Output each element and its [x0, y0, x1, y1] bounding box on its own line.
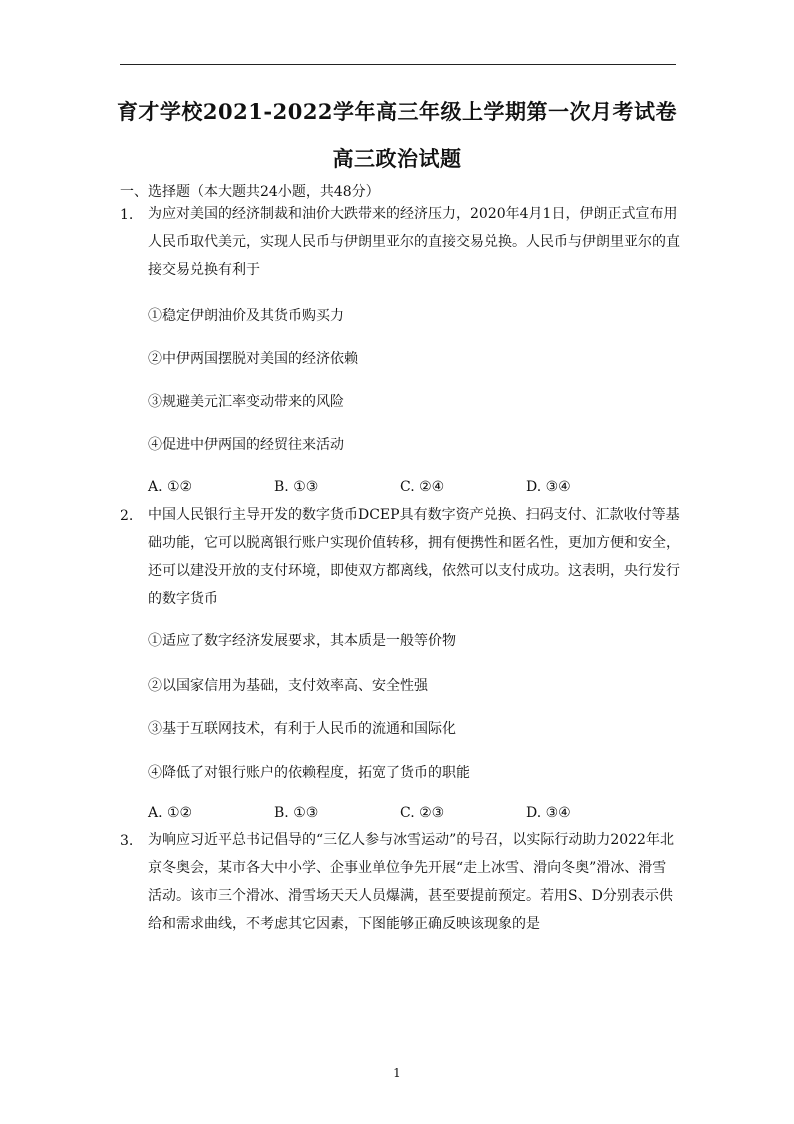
question-1 [120, 207, 680, 284]
section-heading: 一、选择题（本大题共24小题，共48分） [120, 184, 380, 200]
exam-subtitle: 高三政治试题 [332, 146, 462, 171]
question-stem: 为应对美国的经济制裁和油价大跌带来的经济压力，2020年4月1日，伊朗正式宣布用人民币取代美元，实现人民币与伊朗里亚尔的直接交易兑换。人民币与伊朗里亚尔的直接交易兑换有利于 [148, 206, 680, 278]
option-1: ①稳定伊朗油价及其货币购买力 [148, 308, 344, 324]
question-stem: 中国人民银行主导开发的数字货币DCEP具有数字资产兑换、扫码支付、汇款收付等基础功能，它可以脱离银行账户实现价值转移，拥有便携性和匿名性，更加方便和安全，还可以建没开放的支付环境，即使双方都离线，依然可以支付成功。这表明，央行发行的数字货币 [148, 507, 680, 607]
answer-choices [148, 479, 668, 499]
question-3 [120, 833, 680, 938]
option-2: ②以国家信用为基础，支付效率高、安全性强 [148, 678, 428, 694]
answer-choices [148, 805, 668, 825]
choice-b: B. ①③ [274, 805, 319, 821]
choice-b: B. ①③ [274, 479, 319, 495]
question-number: 1. [120, 207, 134, 223]
choice-d: D. ③④ [526, 805, 571, 821]
choice-d: D. ③④ [526, 479, 571, 495]
choice-c: C. ②③ [400, 805, 445, 821]
option-2: ②中伊两国摆脱对美国的经济依赖 [148, 351, 358, 367]
header-rule [120, 64, 676, 65]
choice-c: C. ②④ [400, 479, 445, 495]
choice-a: A. ①② [148, 805, 193, 821]
exam-title: 育才学校2021-2022学年高三年级上学期第一次月考试卷 [116, 99, 678, 124]
question-number: 2. [120, 508, 134, 524]
option-4: ④促进中伊两国的经贸往来活动 [148, 437, 344, 453]
question-2 [120, 508, 680, 613]
option-3: ③规避美元汇率变动带来的风险 [148, 394, 344, 410]
question-number: 3. [120, 833, 134, 849]
option-3: ③基于互联网技术，有利于人民币的流通和国际化 [148, 721, 456, 737]
page-number: 1 [393, 1066, 401, 1080]
option-1: ①适应了数字经济发展要求，其本质是一般等价物 [148, 633, 456, 649]
option-4: ④降低了对银行账户的依赖程度，拓宽了货币的职能 [148, 765, 470, 781]
question-stem: 为响应习近平总书记倡导的“三亿人参与冰雪运动”的号召，以实际行动助力2022年北京冬奥会，某市各大中小学、企事业单位争先开展“走上冰雪、滑向冬奥”滑冰、滑雪活动。该市三个滑冰、滑雪场天天人员爆满，甚至要提前预定。若用S、D分别表示供给和需求曲线，不考虑其它因素，下图能够正确反映该现象的是 [148, 832, 674, 932]
choice-a: A. ①② [148, 479, 193, 495]
